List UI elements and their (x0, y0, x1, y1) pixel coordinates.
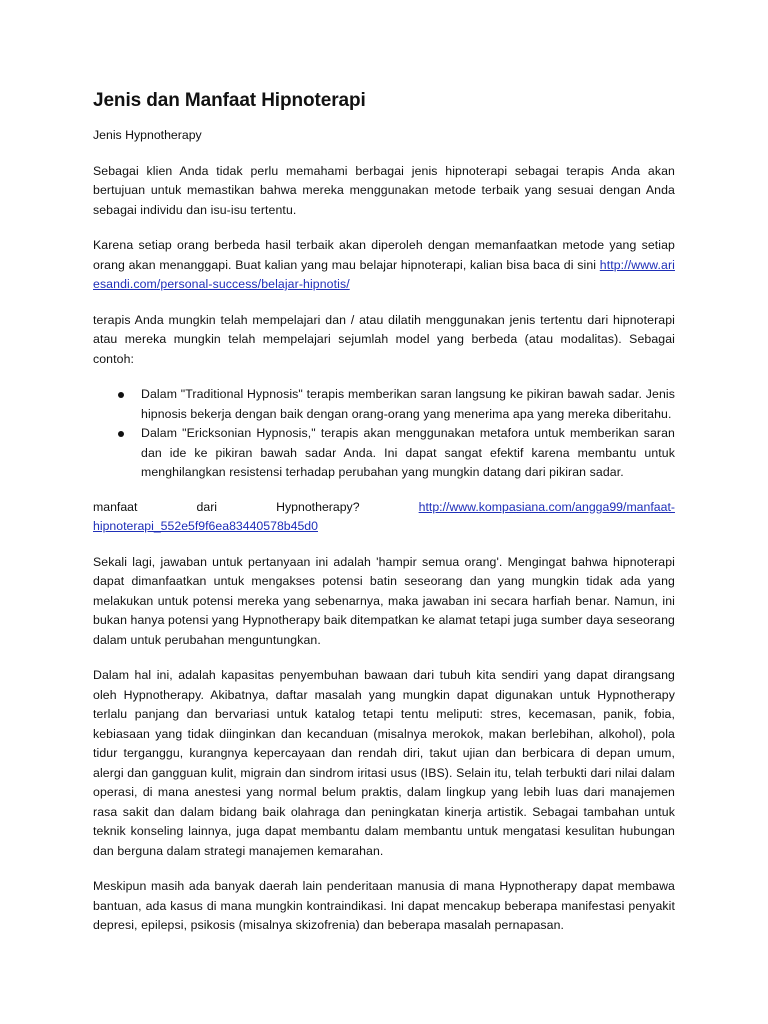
paragraph-methods (93, 236, 675, 295)
manfaat-link-row (93, 517, 675, 537)
manfaat-question (93, 498, 675, 537)
bullet-icon (118, 431, 124, 437)
kompasiana-link-part2[interactable]: hipnoterapi_552e5f9f6ea83440578b45d0 (93, 519, 318, 533)
manfaat-word: dari (196, 499, 218, 514)
section-subheading: Jenis Hypnotherapy (93, 128, 202, 142)
list-item-text: Dalam "Ericksonian Hypnosis," terapis akan menggunakan metafora untuk memberikan saran dan ide ke pikiran bawah sadar Anda. Ini dapat sangat efektif karena membantu untuk menghilangkan resistensi terhadap perubahan yang mungkin datang dari pikiran sadar. (141, 426, 675, 479)
ariesandi-link[interactable]: http://www.ariesandi.com/personal-success/belajar-hipnotis/ (93, 257, 675, 291)
list-item-text: Dalam "Traditional Hypnosis" terapis memberikan saran langsung ke pikiran bawah sadar. Jenis hipnosis bekerja dengan baik dengan orang-orang yang menerima apa yang mereka diberitahu. (141, 387, 675, 421)
paragraph-training: terapis Anda mungkin telah mempelajari dan / atau dilatih menggunakan jenis tertentu dari hipnoterapi atau mereka mungkin telah mempelajari sejumlah model yang berbeda (atau modalitas). Sebagai contoh: (93, 312, 675, 366)
paragraph-intro: Sebagai klien Anda tidak perlu memahami berbagai jenis hipnoterapi sebagai terapis Anda akan bertujuan untuk memastikan bahwa mereka menggunakan metode terbaik yang sesuai dengan Anda sebagai individu dan isu-isu tertentu. (93, 163, 675, 217)
manfaat-question-row (93, 498, 675, 518)
paragraph-contraindications: Meskipun masih ada banyak daerah lain penderitaan manusia di mana Hypnotherapy dapat membawa bantuan, ada kasus di mana mungkin kontraindikasi. Ini dapat mencakup beberapa manifestasi penyakit depresi, epilepsi, psikosis (misalnya skizofrenia) dan beberapa masalah pernapasan. (93, 879, 675, 932)
paragraph-healing: Dalam hal ini, adalah kapasitas penyembuhan bawaan dari tubuh kita sendiri yang dapat dirangsang oleh Hypnotherapy. Akibatnya, daftar masalah yang mungkin dapat digunakan untuk Hypnotherapy terlalu panjang dan bervariasi untuk katalog tetapi tentu meliputi: stres, kecemasan, panik, fobia, kebiasaan yang tidak diinginkan dan kecanduan (misalnya merokok, makan berlebihan, alkohol), pola tidur terganggu, kurangnya kepercayaan dan rendah diri, takut ujian dan berbicara di depan umum, alergi dan gangguan kulit, migrain dan sindrom iritasi usus (IBS). Selain itu, telah terbukti dari nilai dalam operasi, di mana anestesi yang normal belum praktis, dalam lingkup yang lebih luas dari manajemen rasa sakit dan dalam bidang baik olahraga dan peningkatan kinerja artistik. Sebagai tambahan untuk teknik konseling lainnya, juga dapat membantu dalam membantu untuk mengatasi kesulitan hubungan dan berguna dalam strategi manajemen kemarahan. (93, 668, 675, 858)
list-item (141, 385, 675, 424)
list-item (141, 424, 675, 483)
hypnosis-types-list (93, 385, 675, 483)
manfaat-word: Hypnotherapy? (276, 499, 360, 514)
document-title: Jenis dan Manfaat Hipnoterapi (93, 90, 366, 111)
kompasiana-link-part1[interactable]: http://www.kompasiana.com/angga99/manfaat- (418, 499, 675, 514)
paragraph-methods-text: Karena setiap orang berbeda hasil terbaik akan diperoleh dengan memanfaatkan metode yang setiap orang akan menanggapi. Buat kalian yang mau belajar hipnoterapi, kalian bisa baca di sini (93, 238, 675, 272)
paragraph-everyone: Sekali lagi, jawaban untuk pertanyaan ini adalah 'hampir semua orang'. Mengingat bahwa hipnoterapi dapat dimanfaatkan untuk mengakses potensi batin seseorang dan yang mungkin tidak ada yang melakukan untuk potensi mereka yang sebenarnya, maka jawaban ini secara harfiah benar. Namun, ini bukan hanya potensi yang Hypnotherapy baik ditempatkan ke alamat tetapi juga sumber daya seseorang dalam untuk perubahan menguntungkan. (93, 554, 675, 647)
bullet-icon (118, 392, 124, 398)
manfaat-word: manfaat (93, 499, 138, 514)
